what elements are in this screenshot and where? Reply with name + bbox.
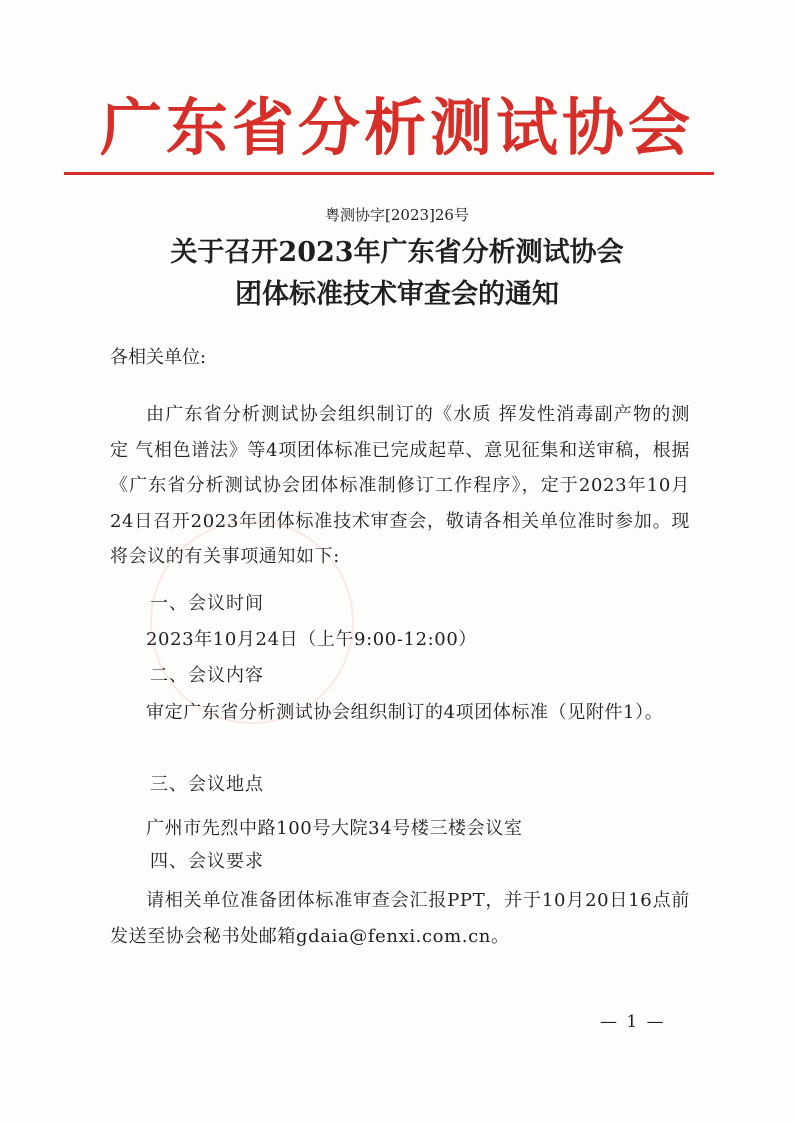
salutation: 各相关单位:: [110, 347, 207, 368]
section-text-location: 广州市先烈中路100号大院34号楼三楼会议室: [146, 818, 523, 839]
section-text-requirements: 请相关单位准备团体标准审查会汇报PPT，并于10月20日16点前发送至协会秘书处邮箱gdaia@fenxi.com.cn。: [110, 890, 690, 947]
section-text-time: 2023年10月24日（上午9:00-12:00）: [146, 629, 477, 650]
section-text-content: 审定广东省分析测试协会组织制订的4项团体标准（见附件1）。: [146, 702, 664, 723]
title-line-2: 团体标准技术审查会的通知: [235, 279, 559, 310]
document-number: 粤测协字[2023]26号: [325, 206, 469, 224]
intro-paragraph: 由广东省分析测试协会组织制订的《水质 挥发性消毒副产物的测定 气相色谱法》等4项团体标准已完成起草、意见征集和送审稿，根据《广东省分析测试协会团体标准制修订工作程序》，定于2023年10月24日召开2023年团体标准技术审查会，敬请各相关单位准时参加。现将会议的有关事项通知如下:: [110, 404, 690, 568]
section-heading-requirements: 四、会议要求: [150, 851, 264, 872]
masthead-red-rule: [64, 172, 714, 175]
organization-masthead: 广东省分析测试协会: [99, 91, 694, 164]
section-heading-time: 一、会议时间: [150, 593, 264, 614]
page-number: — 1 —: [600, 1012, 666, 1032]
section-heading-location: 三、会议地点: [150, 774, 264, 795]
title-line-1: 关于召开2023年广东省分析测试协会: [170, 237, 624, 268]
section-heading-content: 二、会议内容: [150, 665, 264, 686]
document-title: [0, 232, 794, 316]
